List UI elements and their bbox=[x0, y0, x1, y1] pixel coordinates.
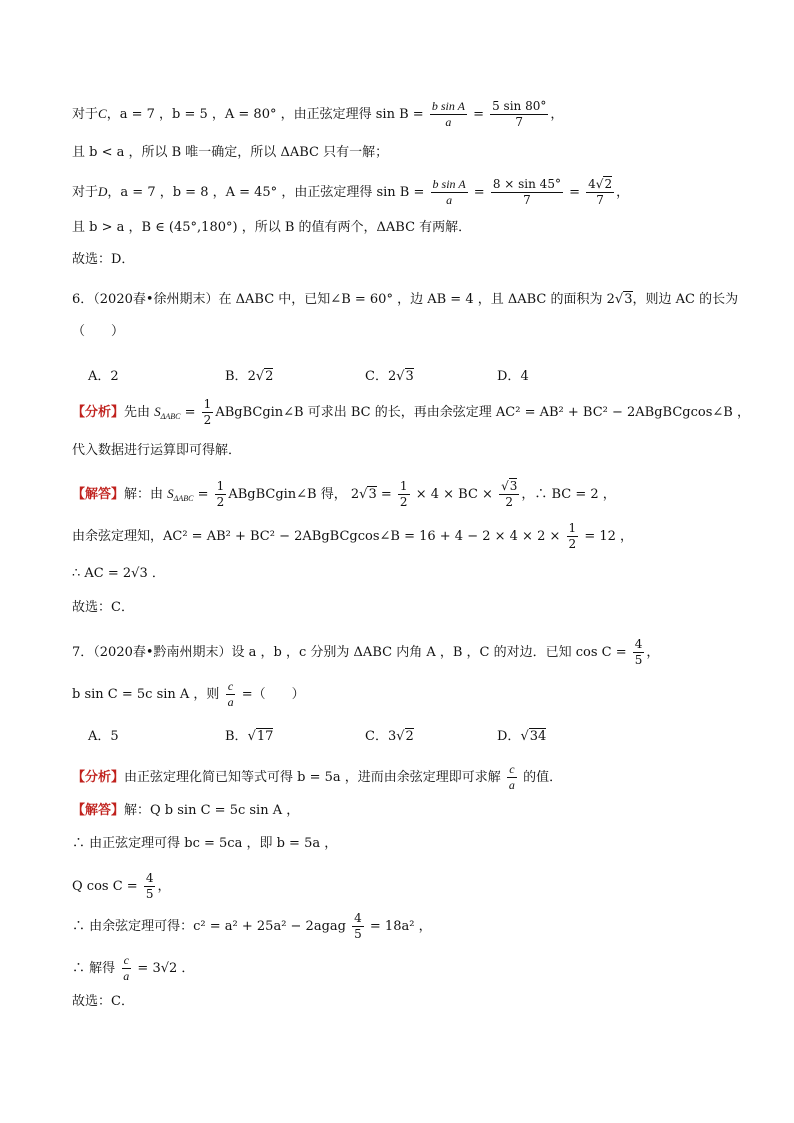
q7-option-b[interactable]: B．√17 bbox=[225, 729, 274, 744]
q7-solution-5: ∴ 解得 $\frac{c}{a}$ = 3√2 ． bbox=[72, 953, 195, 984]
fraction: $\frac{c}{a}$ bbox=[123, 953, 130, 984]
q6-analysis-cont: 代入数据进行运算即可得解． bbox=[72, 443, 242, 458]
analysis-tag: 【分析】 bbox=[72, 770, 125, 786]
fraction: $\frac{8 \times \sin 45^\circ}{7}$ bbox=[492, 177, 561, 208]
q6-solution-3: ∴ AC = 2√3 ． bbox=[72, 566, 165, 581]
analysis-tag: 【分析】 bbox=[72, 405, 125, 421]
q7-solution-1: 【解答】解：Q b sin C = 5c sin A ， bbox=[72, 803, 300, 818]
fraction: $\frac{c}{a}$ bbox=[227, 679, 234, 710]
fraction: $\frac{√3}{2}$ bbox=[501, 479, 518, 510]
fraction: $\frac{4}{5}$ bbox=[354, 911, 362, 942]
fraction: $\frac{1}{2}$ bbox=[568, 521, 577, 552]
q7-option-c[interactable]: C．3√2 bbox=[365, 729, 414, 744]
prev-case-c-conclusion: 且 b < a ，所以 B 唯一确定，所以 ΔABC 只有一解； bbox=[72, 145, 389, 160]
fraction: $\frac{\text{b sin A}}{a}$ bbox=[431, 99, 465, 130]
fraction: $\frac{1}{2}$ bbox=[216, 479, 225, 510]
q7-analysis: 【分析】由正弦定理化简已知等式可得 b = 5a ，进而由余弦定理即可求解 $\frac{c}{a}$ 的值． bbox=[72, 762, 563, 793]
fraction: $\frac{4√2}{7}$ bbox=[588, 177, 613, 208]
q6-solution-1: 【解答】解：由 $S_{\Delta ABC}$ = $\frac{1}{2}$ ABgBCgin∠B 得， 2√3 = $\frac{1}{2}$ × 4 × BC × $\frac{√3}{2}$ ，∴ BC = 2 ， bbox=[72, 479, 616, 510]
fraction: $\frac{\text{b sin A}}{a}$ bbox=[432, 177, 466, 208]
q7-option-d[interactable]: D．√34 bbox=[497, 729, 547, 744]
q7-stem: 7．（2020春•黔南州期末）设 a ，b ，c 分别为 ΔABC 内角 A ，B ，C 的对边．已知 cos C = $\frac{4}{5}$ ， bbox=[72, 637, 660, 668]
q6-option-d[interactable]: D．4 bbox=[497, 369, 529, 384]
q7-solution-2: ∴ 由正弦定理可得 bc = 5ca ，即 b = 5a ， bbox=[72, 836, 338, 851]
q6-option-a[interactable]: A．2 bbox=[88, 369, 119, 384]
fraction: $\frac{4}{5}$ bbox=[634, 637, 643, 668]
prev-case-d-conclusion: 且 b > a ，B ∈ (45°,180°) ，所以 B 的值有两个，ΔABC 有两解． bbox=[72, 220, 472, 235]
q7-solution-4: ∴ 由余弦定理可得：c² = a² + 25a² − 2agag $\frac{4}{5}$ = 18a² ， bbox=[72, 911, 432, 942]
q6-option-b[interactable]: B．2√2 bbox=[225, 369, 274, 384]
fraction: $\frac{4}{5}$ bbox=[145, 871, 154, 902]
solution-tag: 【解答】 bbox=[72, 803, 125, 818]
q6-option-c[interactable]: C．2√3 bbox=[365, 369, 414, 384]
prev-case-d-line: 对于D，a = 7 ，b = 8 ，A = 45° ，由正弦定理得 sin B = $\frac{\text{b sin A}}{a}$ = $\frac{8 \times \sin 45^\circ}{7}$ = $\frac{4√2}{7}$ ， bbox=[72, 177, 630, 208]
q6-stem: 6．（2020春•徐州期末）在 ΔABC 中，已知∠B = 60° ，边 AB = 4 ，且 ΔABC 的面积为 2√3，则边 AC 的长为 bbox=[72, 292, 739, 307]
q6-analysis: 【分析】先由 $S_{\Delta ABC}$ = $\frac{1}{2}$ ABgBCgin∠B 可求出 BC 的长，再由余弦定理 AC² = AB² + BC² − 2ABgBCgcos∠B ， bbox=[72, 397, 750, 428]
fraction: $\frac{1}{2}$ bbox=[203, 397, 212, 428]
fraction: $\frac{c}{a}$ bbox=[508, 762, 515, 793]
prev-choice: 故选：D． bbox=[72, 252, 135, 267]
q7-solution-3: Q cos C = $\frac{4}{5}$ ， bbox=[72, 871, 171, 902]
q6-solution-2: 由余弦定理知，AC² = AB² + BC² − 2ABgBCgcos∠B = 16 + 4 − 2 × 4 × 2 × $\frac{1}{2}$ = 12 ， bbox=[72, 521, 634, 552]
fraction: $\frac{5 \sin 80^\circ}{7}$ bbox=[492, 99, 547, 130]
q6-choice: 故选：C． bbox=[72, 600, 134, 615]
q6-blank: （ ） bbox=[72, 324, 125, 339]
q7-choice: 故选：C． bbox=[72, 994, 134, 1009]
solution-tag: 【解答】 bbox=[72, 487, 125, 503]
q7-option-a[interactable]: A．5 bbox=[88, 729, 119, 744]
fraction: $\frac{1}{2}$ bbox=[399, 479, 408, 510]
q7-stem-2: b sin C = 5c sin A ，则 $\frac{c}{a}$ =（ ） bbox=[72, 679, 305, 710]
prev-case-c-line: 对于C，a = 7 ，b = 5 ，A = 80° ，由正弦定理得 sin B = $\frac{\text{b sin A}}{a}$ = $\frac{5 \sin 80^\circ}{7}$ ， bbox=[72, 99, 564, 130]
